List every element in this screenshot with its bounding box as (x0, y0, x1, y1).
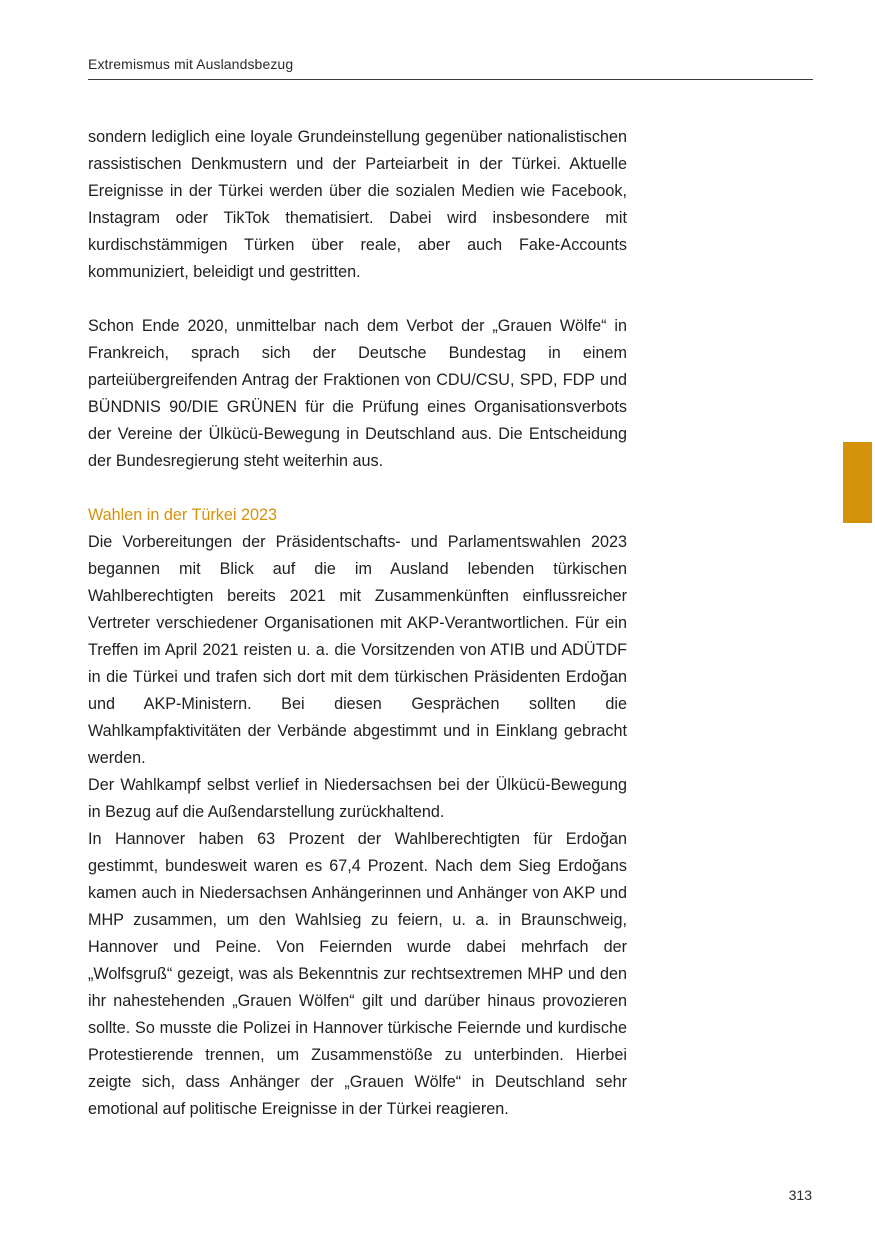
section-heading: Wahlen in der Türkei 2023 (88, 506, 277, 524)
body-paragraph: sondern lediglich eine loyale Grundeinstellung gegenüber nationalistischen rassistischen Denkmustern und der Parteiarbeit in der Türkei. Aktuelle Ereignisse in der Türkei werden über die sozialen Medien wie Facebook, Instagram oder TikTok thematisiert. Dabei wird insbesondere mit kurdischstämmigen Türken über reale, aber auch Fake-Accounts kommuniziert, beleidigt und gestritten. (88, 128, 627, 281)
page-number: 313 (788, 1187, 812, 1203)
body-paragraph: Der Wahlkampf selbst verlief in Niedersachsen bei der Ülkücü-Bewegung in Bezug auf die Außendarstellung zurückhaltend. (88, 776, 627, 821)
body-paragraph: In Hannover haben 63 Prozent der Wahlberechtigten für Erdoğan gestimmt, bundesweit waren es 67,4 Prozent. Nach dem Sieg Erdoğans kamen auch in Niedersachsen Anhängerinnen und Anhänger von AKP und MHP zusammen, um den Wahlsieg zu feiern, u. a. in Braunschweig, Hannover und Peine. Von Feiernden wurde dabei mehrfach der „Wolfsgruß“ gezeigt, was als Bekenntnis zur rechtsextremen MHP und den ihr nahestehenden „Grauen Wölfen“ gilt und darüber hinaus provozieren sollte. So musste die Polizei in Hannover türkische Feiernde und kurdische Protestierende trennen, um Zusammenstöße zu unterbinden. Hierbei zeigte sich, dass Anhänger der „Grauen Wölfe“ in Deutschland sehr emotional auf politische Ereignisse in der Türkei reagieren. (88, 830, 627, 1118)
body-paragraph: Die Vorbereitungen der Präsidentschafts- und Parlamentswahlen 2023 begannen mit Blick auf die im Ausland lebenden türkischen Wahlberechtigten bereits 2021 mit Zusammenkünften einflussreicher Vertreter verschiedener Organisationen mit AKP-Verantwortlichen. Für ein Treffen im April 2021 reisten u. a. die Vorsitzenden von ATIB und ADÜTDF in die Türkei und trafen sich dort mit dem türkischen Präsidenten Erdoğan und AKP-Ministern. Bei diesen Gesprächen sollten die Wahlkampfaktivitäten der Verbände abgestimmt und in Einklang gebracht werden. (88, 533, 627, 767)
page-content (88, 124, 627, 1123)
header-divider (88, 79, 813, 80)
running-header: Extremismus mit Auslandsbezug (88, 56, 294, 72)
chapter-marker-tab (843, 442, 872, 523)
body-paragraph: Schon Ende 2020, unmittelbar nach dem Verbot der „Grauen Wölfe“ in Frankreich, sprach sich der Deutsche Bundestag in einem parteiübergreifenden Antrag der Fraktionen von CDU/CSU, SPD, FDP und BÜNDNIS 90/DIE GRÜNEN für die Prüfung eines Organisationsverbots der Vereine der Ülkücü-Bewegung in Deutschland aus. Die Entscheidung der Bundesregierung steht weiterhin aus. (88, 317, 627, 470)
